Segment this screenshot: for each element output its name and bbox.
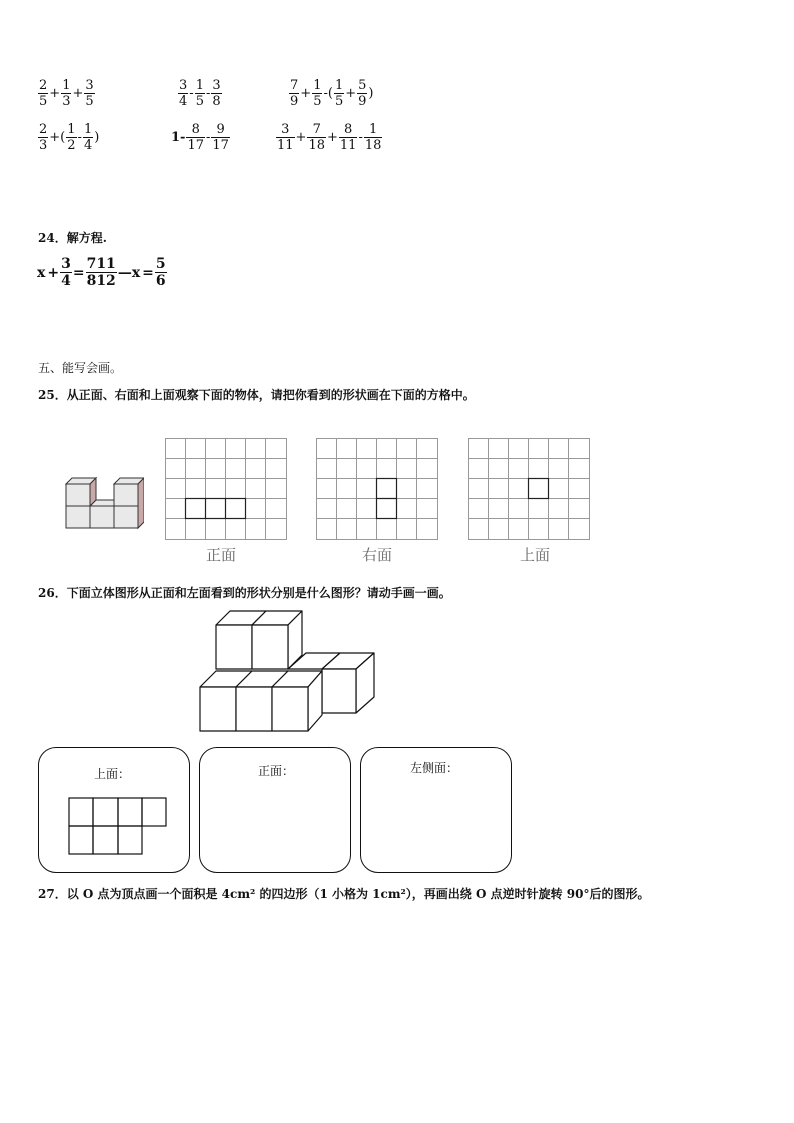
- grid-front-view: [165, 438, 287, 540]
- fraction: $\frac{1}{5}$: [195, 78, 204, 109]
- fraction: $\frac{7}{18}$: [308, 122, 325, 153]
- calc-expression-6: $\frac{3}{11}$ + $\frac{7}{18}$ + $\frac{8}{11}$ - $\frac{1}{18}$: [277, 122, 382, 153]
- question-25-title: 25．从正面、右面和上面观察下面的物体，请把你看到的形状画在下面的方格中。: [38, 388, 475, 402]
- calc-expression-1: $\frac{2}{5}$ + $\frac{1}{3}$ + $\frac{3}{5}$: [39, 78, 94, 109]
- equation: x + $\frac{3}{4}$ = $\frac{711}{812}$ —x = $\frac{5}{6}$: [37, 256, 166, 289]
- fraction: $\frac{5}{6}$: [155, 256, 166, 289]
- fraction: $\frac{1}{2}$: [67, 122, 76, 153]
- top-view-grid-figure: [68, 797, 168, 857]
- grid-top-view: [468, 438, 590, 540]
- fraction: $\frac{1}{5}$: [334, 78, 344, 109]
- grid-label-top: 上面: [520, 546, 551, 564]
- fraction: $\frac{1}{5}$: [313, 78, 322, 109]
- fraction: $\frac{5}{9}$: [358, 78, 367, 109]
- fraction: $\frac{3}{4}$: [179, 78, 188, 109]
- solid-figure: [196, 609, 378, 733]
- box-label-left: 左侧面：: [410, 761, 459, 775]
- fraction: $\frac{3}{8}$: [212, 78, 221, 109]
- calc-expression-4: $\frac{2}{3}$ +( $\frac{1}{2}$ - $\frac{1}{4}$ ): [39, 122, 100, 153]
- fraction: $\frac{8}{17}$: [187, 122, 204, 153]
- fraction: $\frac{3}{11}$: [277, 122, 294, 153]
- calc-expression-5: 1- $\frac{8}{17}$ - $\frac{9}{17}$: [171, 122, 229, 153]
- fraction: $\frac{3}{5}$: [85, 78, 94, 109]
- section-5-title: 五、能写会画。: [38, 361, 123, 375]
- fraction: $\frac{8}{11}$: [339, 122, 357, 153]
- fraction: $\frac{1}{4}$: [83, 122, 93, 153]
- calc-expression-3: $\frac{7}{9}$ + $\frac{1}{5}$ -( $\frac{1}{5}$ + $\frac{5}{9}$ ): [290, 78, 374, 109]
- fraction: $\frac{1}{3}$: [62, 78, 71, 109]
- fraction: $\frac{2}{3}$: [39, 122, 48, 153]
- grid-right-view: [316, 438, 438, 540]
- grid-label-front: 正面: [206, 546, 237, 564]
- fraction: $\frac{3}{4}$: [61, 256, 71, 289]
- question-27-title: 27．以 O 点为顶点画一个面积是 4cm² 的四边形（1 小格为 1cm²），再画出绕 O 点逆时针旋转 90°后的图形。: [38, 887, 650, 901]
- question-24-title: 24．解方程.: [38, 231, 107, 245]
- grid-label-right: 右面: [362, 546, 393, 564]
- fraction: $\frac{9}{17}$: [212, 122, 229, 153]
- fraction: $\frac{2}{5}$: [39, 78, 48, 109]
- box-label-front: 正面：: [258, 764, 295, 778]
- box-label-top: 上面：: [94, 767, 131, 781]
- cube-object-figure: [64, 474, 144, 530]
- calc-expression-2: $\frac{3}{4}$ - $\frac{1}{5}$ - $\frac{3}{8}$: [179, 78, 221, 109]
- fraction: $\frac{711}{812}$: [86, 256, 116, 289]
- fraction: $\frac{1}{18}$: [364, 122, 382, 153]
- fraction: $\frac{7}{9}$: [290, 78, 299, 109]
- question-26-title: 26．下面立体图形从正面和左面看到的形状分别是什么图形？请动手画一画。: [38, 586, 451, 600]
